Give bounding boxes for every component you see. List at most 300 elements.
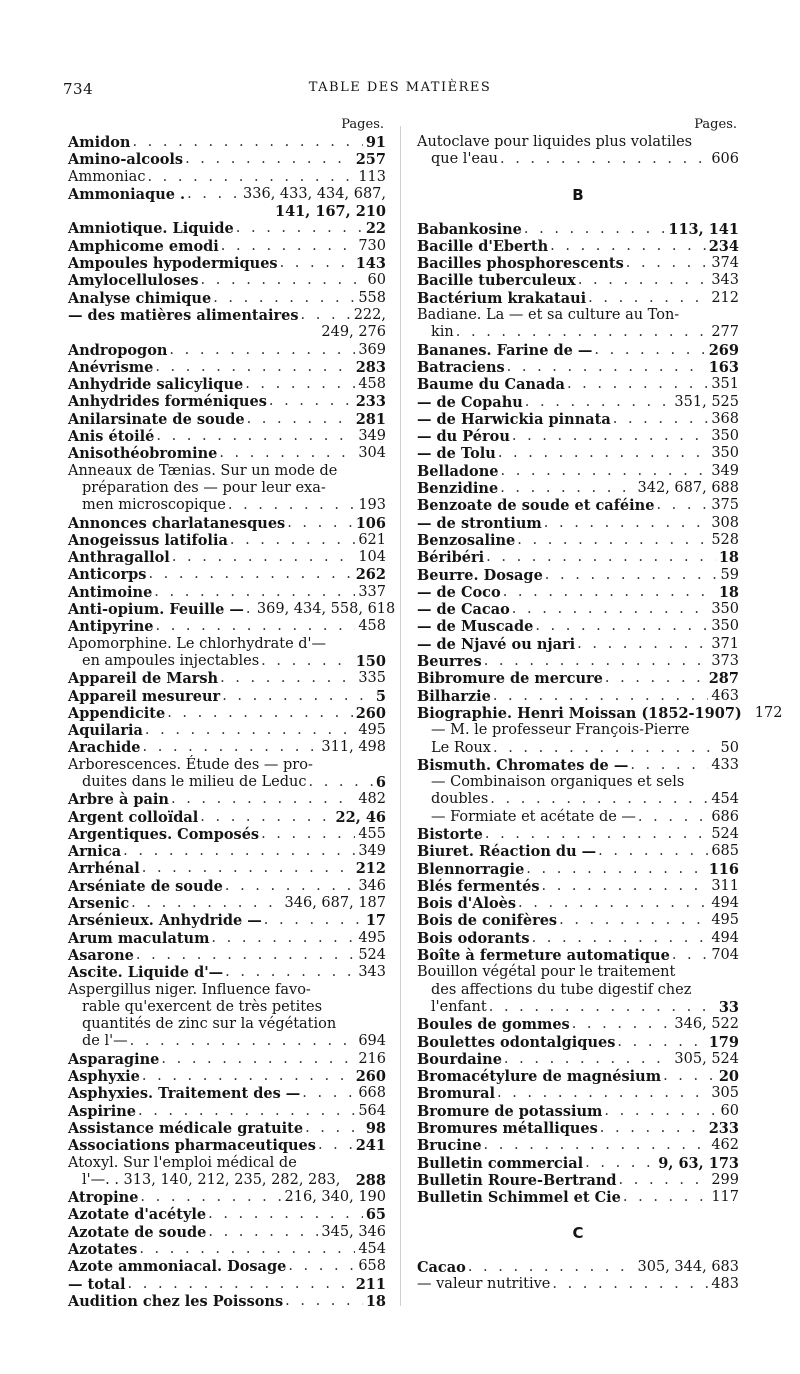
index-entry (68, 411, 386, 428)
index-entry (417, 549, 739, 566)
index-term: Argent colloïdal (68, 808, 199, 826)
index-term: Blennorragie (417, 860, 525, 878)
index-term: Anhydride salicylique (68, 376, 244, 394)
index-entry (68, 809, 386, 826)
index-term: Bistorte (417, 825, 483, 843)
page-references: 233 (708, 1120, 739, 1138)
dot-leader (496, 445, 709, 462)
page-references: 22 (365, 220, 386, 238)
index-entry (68, 342, 386, 359)
index-term: — du Pérou (417, 428, 510, 446)
page-references: 305, 344, 683 (637, 1258, 739, 1275)
dot-leader (126, 1276, 353, 1293)
page-references: 65 (365, 1206, 386, 1224)
dot-leader (316, 1137, 353, 1154)
page-number: 734 (63, 80, 94, 98)
dot-leader (283, 1293, 363, 1310)
index-entry (68, 1293, 386, 1310)
dot-leader (206, 1206, 363, 1223)
page-references: 59 (720, 566, 739, 583)
page-references: 260 (355, 704, 386, 722)
index-entry (68, 515, 386, 532)
index-term: — de Copahu (417, 393, 523, 411)
index-entry (68, 584, 386, 601)
index-entry (68, 359, 386, 376)
dot-leader (654, 497, 708, 514)
dot-leader (138, 1189, 281, 1206)
index-term: Bacille tuberculeux (417, 272, 576, 290)
dot-leader (543, 567, 718, 584)
dot-leader (169, 791, 355, 808)
page-references: 495 (358, 722, 386, 739)
page-references: 179 (708, 1033, 739, 1051)
dot-leader (286, 1258, 355, 1275)
page-references: 483 (711, 1275, 739, 1292)
index-entry (68, 497, 386, 514)
page-references: 458 (358, 618, 386, 635)
page-references: 454 (358, 1241, 386, 1257)
page-references: 311 (711, 877, 739, 894)
page-references: 18 (365, 1292, 386, 1310)
dot-leader (628, 757, 708, 774)
dot-leader (510, 601, 709, 618)
index-entry (68, 566, 386, 583)
index-entry (417, 826, 739, 843)
dot-leader (259, 826, 355, 843)
index-term: Bois de conifères (417, 912, 558, 930)
page-references: 33 (718, 998, 739, 1016)
index-entry-continuation: Aspergillus niger. Influence favo- (68, 981, 311, 998)
dot-leader (285, 515, 353, 532)
index-entry (68, 843, 386, 860)
dot-leader (617, 1172, 709, 1189)
index-entry (68, 1120, 386, 1137)
page-references: 18 (718, 549, 739, 567)
page-references: 106 (355, 514, 386, 532)
page-references: 342, 687, 688 (637, 480, 739, 497)
dot-leader (570, 1016, 672, 1033)
index-term: en ampoules injectables (82, 652, 260, 669)
index-entry (417, 497, 739, 514)
index-entry-continuation: préparation des — pour leur exa- (82, 479, 326, 496)
index-entry-continuation: Apomorphine. Le chlorhydrate d'— (68, 635, 327, 652)
dot-leader (501, 584, 716, 601)
index-entry (417, 428, 739, 445)
dot-leader (515, 532, 708, 549)
dot-leader (223, 964, 355, 981)
page-references: 564 (358, 1102, 386, 1119)
dot-leader (234, 220, 363, 237)
page-references: 462 (711, 1137, 739, 1154)
index-term: Bacille d'Eberth (417, 237, 549, 255)
index-term: Asphyxies. Traitement des — (68, 1085, 301, 1103)
page-references: 494 (711, 895, 739, 912)
index-entry (417, 290, 739, 307)
index-term: Appareil mesureur (68, 687, 221, 705)
index-entry (68, 307, 386, 324)
page-references: 281 (355, 410, 386, 428)
dot-leader (611, 411, 709, 428)
index-entry (68, 1033, 386, 1050)
page-references: 18 (718, 583, 739, 601)
index-term: — de Cacao (417, 601, 510, 619)
index-entry (417, 359, 739, 376)
index-entry (417, 878, 739, 895)
dot-leader (505, 359, 706, 376)
index-entry (417, 1120, 739, 1137)
page-references: 685 (711, 843, 739, 860)
page-references: 694 (358, 1033, 386, 1050)
dot-leader (491, 740, 718, 757)
index-entry-continuation: Bouillon végétal pour le traitement (417, 964, 676, 981)
index-entry (68, 670, 386, 687)
index-term: doubles (431, 791, 489, 808)
dot-leader (143, 722, 355, 739)
index-term: Appendicite (68, 704, 166, 722)
page-references: 458 (358, 376, 386, 393)
index-column-left (68, 116, 396, 1310)
page-references: 463 (711, 687, 739, 704)
index-entry-continuation: des affections du tube digestif chez (431, 981, 692, 998)
index-entry (417, 895, 739, 912)
dot-leader (484, 549, 716, 566)
index-entry (417, 1085, 739, 1102)
index-term: Amphicome emodi (68, 237, 219, 255)
index-term: Bromure de potassium (417, 1102, 603, 1120)
page-references: 212 (711, 289, 739, 306)
dot-leader (670, 947, 708, 964)
index-entry (417, 1172, 739, 1189)
page-references: 369 (358, 341, 386, 358)
index-entry (68, 272, 386, 289)
page-references: 6 (375, 773, 386, 791)
index-term: Biographie. Henri Moissan (1852-1907) (417, 704, 742, 722)
index-term: que l'eau (431, 151, 498, 168)
index-entry (417, 1155, 739, 1172)
index-entry (417, 618, 739, 635)
index-term: Arséniate de soude (68, 877, 223, 895)
page-references: 351 (711, 376, 739, 393)
index-term: Amniotique. Liquide (68, 220, 234, 238)
index-entry (417, 670, 739, 687)
dot-leader (523, 394, 672, 411)
index-entry (68, 220, 386, 237)
index-entry (68, 826, 386, 843)
dot-leader (153, 618, 355, 635)
page-references: 116 (708, 860, 739, 878)
index-term: Bulletin Roure-Bertrand (417, 1171, 617, 1189)
dot-leader (495, 1085, 708, 1102)
index-term: Antipyrine (68, 618, 154, 636)
index-term: — valeur nutritive (417, 1275, 551, 1292)
index-term: Arsénieux. Anhydride — (68, 912, 262, 930)
index-term: duites dans le milieu de Leduc (82, 773, 307, 790)
page-references: 528 (711, 531, 739, 548)
index-entry (68, 532, 386, 549)
index-term: Ascite. Liquide d'— (68, 964, 224, 982)
index-term: Beurre. Dosage (417, 566, 543, 584)
index-term: — total (68, 1275, 126, 1293)
dot-leader (154, 428, 355, 445)
index-term: Baume du Canada (417, 376, 565, 394)
index-entry (68, 912, 386, 929)
page-references: 346, 687, 187 (284, 895, 386, 912)
page-references: 495 (711, 912, 739, 929)
index-entry (68, 1241, 386, 1258)
page-references: 262 (355, 566, 386, 584)
page-references: 343 (358, 964, 386, 981)
index-term: Asparagine (68, 1050, 160, 1068)
page-references: 172 (754, 704, 783, 721)
page-references: 193 (358, 497, 386, 514)
index-entry (68, 688, 386, 705)
page-references: 371 (711, 635, 739, 652)
section-letter: C (572, 1223, 584, 1242)
page-references: 212 (355, 860, 386, 878)
page-references: 658 (358, 1258, 386, 1275)
page-references: 20 (718, 1068, 739, 1086)
page-references: 216 (358, 1050, 386, 1067)
index-entry (417, 704, 783, 722)
column-divider (400, 126, 401, 1306)
dot-leader (583, 1155, 655, 1172)
page-references: 433 (711, 756, 739, 773)
index-term: Ammoniaque . (68, 185, 186, 203)
index-entry (417, 411, 739, 428)
dot-leader (636, 809, 708, 826)
dot-leader (226, 497, 355, 514)
page-references: 343 (711, 272, 739, 289)
page-references: 369, 434, 558, 618 (256, 601, 396, 618)
index-entry (417, 1016, 739, 1033)
index-entry (68, 739, 386, 756)
dot-leader (498, 151, 708, 168)
page-references: 257 (355, 151, 386, 169)
dot-leader (146, 566, 352, 583)
dot-leader (153, 359, 352, 376)
index-term: Anévrisme (68, 358, 154, 376)
index-entry (417, 221, 739, 238)
dot-leader (152, 584, 355, 601)
dot-leader (540, 878, 709, 895)
index-term: Anis étoilé (68, 428, 155, 446)
page-references: 9, 63, 173 (658, 1154, 739, 1172)
dot-leader (602, 1103, 717, 1120)
page-references: 60 (720, 1102, 739, 1119)
index-term: Assistance médicale gratuite (68, 1119, 304, 1137)
dot-leader (596, 843, 708, 860)
index-term: Atropine (68, 1189, 139, 1207)
index-entry (68, 445, 386, 462)
page-references: 60 (367, 272, 386, 289)
index-term: men microscopique (82, 497, 226, 514)
index-entry (68, 722, 386, 739)
index-entry (68, 601, 396, 619)
index-term: Babankosine (417, 220, 522, 238)
dot-leader (220, 688, 373, 705)
index-entry (417, 757, 739, 774)
page-references: 494 (711, 929, 739, 946)
index-term: Bismuth. Chromates de — (417, 756, 629, 774)
index-entry-continuation: Badiane. La — et sa culture au Ton- (417, 307, 680, 324)
page-references: 222, (353, 306, 386, 323)
page-references: 558 (358, 289, 386, 306)
index-entry (417, 376, 739, 393)
page-references: 351, 525 (674, 393, 739, 410)
index-entry (417, 567, 739, 584)
index-entry (68, 947, 386, 964)
index-entry (417, 912, 739, 929)
index-term: Arrhénal (68, 860, 140, 878)
dot-leader (209, 930, 355, 947)
dot-leader (615, 1034, 705, 1051)
index-term: de l'— (82, 1033, 128, 1050)
index-entry (417, 463, 739, 480)
dot-leader (533, 618, 708, 635)
page-references: 454 (711, 791, 739, 808)
page-header (60, 80, 740, 104)
page-references: 349 (358, 843, 386, 860)
index-term: Le Roux (431, 739, 491, 756)
index-term: Bibromure de mercure (417, 670, 603, 688)
index-term: Azotates (68, 1241, 138, 1258)
page-references: 350 (711, 428, 739, 445)
index-term: Brucine (417, 1137, 482, 1155)
page-references: 104 (358, 549, 386, 566)
page-references: 606 (711, 151, 739, 168)
index-term: Bois d'Aloès (417, 895, 517, 913)
index-entry (417, 515, 739, 532)
index-term: Boules de gommes (417, 1016, 570, 1034)
index-entry (417, 480, 739, 497)
page-references: 368 (711, 410, 739, 427)
running-title: TABLE DES MATIÈRES (308, 80, 492, 95)
page-references: 17 (365, 912, 386, 930)
index-term: Bulletin Schimmel et Cie (417, 1189, 621, 1207)
index-entry (68, 1258, 386, 1275)
page-references: 211 (355, 1275, 386, 1293)
dot-leader (244, 601, 254, 618)
index-entry (417, 601, 739, 618)
index-term: — Formiate et acétate de — (431, 808, 636, 825)
index-entry (68, 238, 386, 255)
index-term: Ampoules hypodermiques (68, 255, 278, 273)
index-term: — de Harwickia pinnata (417, 410, 611, 428)
index-entry-continuation: quantités de zinc sur la végétation (82, 1016, 337, 1033)
page-references: 150 (355, 652, 386, 670)
dot-leader (243, 376, 355, 393)
dot-leader (621, 1189, 708, 1206)
dot-leader (137, 1241, 355, 1258)
page-references: 305, 524 (674, 1050, 739, 1067)
index-entry (417, 1276, 739, 1293)
page-references: 335 (358, 670, 386, 687)
dot-leader (592, 342, 705, 359)
index-entry (417, 255, 739, 272)
index-entry-continuation: — Combinaison organiques et sels (431, 774, 685, 791)
page-references: 117 (711, 1189, 739, 1206)
dot-leader (661, 1068, 716, 1085)
index-entry (68, 895, 386, 912)
dot-leader (134, 947, 355, 964)
index-entry (68, 549, 386, 566)
index-term: Bourdaine (417, 1050, 502, 1068)
page-references: 260 (355, 1068, 386, 1086)
index-term: Belladone (417, 462, 499, 480)
index-entry (417, 999, 739, 1016)
index-term: Bromural (417, 1085, 495, 1103)
index-term: Bromacétylure de magnésium (417, 1068, 662, 1086)
page-references: 269 (708, 341, 739, 359)
index-entry (68, 1051, 386, 1068)
page-references: 350 (711, 618, 739, 635)
page-references: 287 (708, 670, 739, 688)
index-term: Analyse chimique (68, 289, 212, 307)
page-references: 375 (711, 497, 739, 514)
index-entry (417, 584, 739, 601)
page-references: 113, 141 (668, 220, 739, 238)
index-term: Anti-opium. Feuille — (68, 601, 244, 619)
dot-leader (557, 912, 708, 929)
index-entry (417, 342, 739, 359)
index-term: Benzosaline (417, 531, 516, 549)
dot-leader (576, 272, 708, 289)
index-term: Anogeissus latifolia (68, 531, 228, 549)
dot-leader (491, 688, 708, 705)
page-references: 668 (358, 1085, 386, 1102)
index-entry (68, 618, 386, 635)
page-references: 350 (711, 601, 739, 618)
page-references: 304 (358, 445, 386, 462)
dot-leader (524, 861, 705, 878)
page-references: 455 (358, 825, 386, 842)
index-entry (68, 1276, 386, 1293)
index-entry (68, 1137, 386, 1154)
page-references: 113 (358, 168, 386, 185)
dot-leader (303, 1120, 363, 1137)
page-references: 277 (711, 324, 739, 341)
index-term: Asarone (68, 946, 134, 964)
dot-leader (510, 428, 708, 445)
index-term: Ammoniac (68, 168, 146, 185)
dot-leader (548, 238, 706, 255)
dot-leader (488, 791, 708, 808)
page-references: 163 (708, 358, 739, 376)
index-term: Boulettes odontalgiques (417, 1033, 616, 1051)
index-entry (417, 653, 739, 670)
index-term: kin (431, 324, 454, 341)
index-term: Bilharzie (417, 687, 491, 705)
index-term: Amylocelluloses (68, 272, 199, 290)
dot-leader (211, 290, 355, 307)
dot-leader (550, 1276, 708, 1293)
index-term: Bois odorants (417, 929, 530, 947)
page-references: 98 (365, 1119, 386, 1137)
index-term: Amidon (68, 134, 131, 151)
page-references: 22, 46 (335, 808, 386, 826)
dot-leader (136, 1103, 355, 1120)
page-references: 143 (355, 255, 386, 273)
page-references: 311, 498 (321, 739, 386, 756)
index-entry-continuation: Atoxyl. Sur l'emploi médical de (68, 1154, 297, 1171)
index-term: Azotate d'acétyle (68, 1206, 207, 1224)
index-entry (68, 653, 386, 670)
index-term: Amino-alcools (68, 151, 184, 169)
index-entry-continuation: 141, 167, 210 (275, 203, 386, 221)
index-term: Bromures métalliques (417, 1120, 598, 1138)
index-term: Biuret. Réaction du — (417, 843, 597, 861)
page-references: 373 (711, 653, 739, 670)
